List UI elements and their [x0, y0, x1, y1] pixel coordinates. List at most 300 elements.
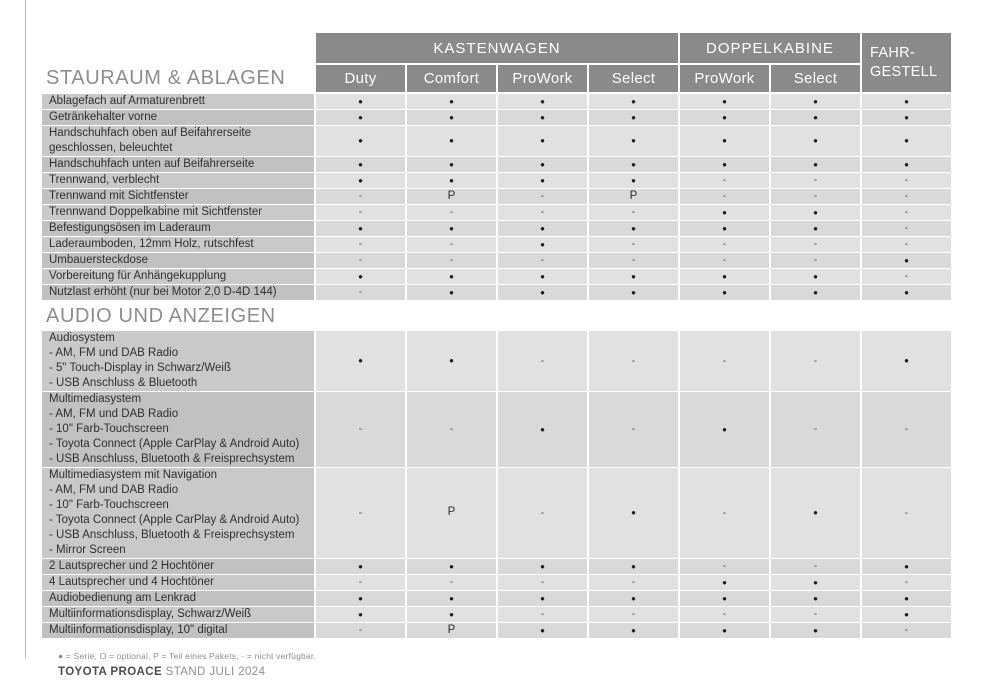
page-left-rule [25, 0, 26, 658]
standard-dot-marker: ● [540, 593, 545, 603]
value-cell [589, 623, 678, 638]
table-row [42, 253, 954, 268]
group-header-kastenwagen: KASTENWAGEN [316, 33, 678, 63]
edition-date: STAND JULI 2024 [165, 666, 266, 678]
value-cell [589, 205, 678, 220]
standard-dot-marker: ● [813, 207, 818, 217]
standard-dot-marker: ● [631, 625, 636, 635]
table-row [42, 331, 954, 391]
value-cell [498, 253, 587, 268]
value-cell [862, 623, 951, 638]
row-label [42, 392, 314, 467]
not-available-dash: - [722, 190, 727, 202]
value-cell [498, 468, 587, 558]
not-available-dash: - [813, 608, 818, 620]
value-cell [316, 237, 405, 252]
not-available-dash: - [358, 423, 363, 435]
not-available-dash: - [722, 174, 727, 186]
not-available-dash: - [631, 608, 636, 620]
row-label [42, 157, 314, 172]
not-available-dash: - [540, 354, 545, 367]
standard-dot-marker: ● [722, 96, 727, 106]
value-cell [589, 253, 678, 268]
not-available-dash: - [722, 354, 727, 367]
value-cell [589, 285, 678, 300]
value-cell [589, 94, 678, 109]
not-available-dash: - [540, 608, 545, 620]
value-cell [316, 126, 405, 156]
standard-dot-marker: ● [631, 136, 636, 145]
value-cell [498, 94, 587, 109]
row-label [42, 591, 314, 606]
not-available-dash: - [449, 423, 454, 435]
not-available-dash: - [358, 624, 363, 636]
value-cell [407, 591, 496, 606]
value-cell [316, 173, 405, 188]
value-cell [316, 221, 405, 236]
value-cell [771, 157, 860, 172]
standard-dot-marker: ● [540, 271, 545, 281]
not-available-dash: - [904, 506, 909, 519]
value-cell [862, 110, 951, 125]
value-cell [498, 221, 587, 236]
value-cell [862, 221, 951, 236]
value-cell [862, 94, 951, 109]
value-cell [407, 285, 496, 300]
standard-dot-marker: ● [540, 96, 545, 106]
standard-dot-marker: ● [722, 159, 727, 169]
value-cell [771, 559, 860, 574]
standard-dot-marker: ● [449, 561, 454, 571]
row-label-line: Nutzlast erhöht (nur bei Motor 2,0 D-4D 144) [49, 286, 277, 298]
value-cell [771, 173, 860, 188]
table-row [42, 559, 954, 574]
package-marker: P [447, 623, 456, 636]
table-row [42, 94, 954, 109]
value-cell [407, 221, 496, 236]
row-label-line: geschlossen, beleuchtet [49, 142, 173, 154]
row-label-line: Handschuhfach oben auf Beifahrerseite [49, 127, 252, 139]
value-cell [407, 607, 496, 622]
row-label-line: Vorbereitung für Anhängekupplung [49, 270, 227, 282]
value-cell [771, 607, 860, 622]
value-cell [498, 285, 587, 300]
standard-dot-marker: ● [904, 561, 909, 571]
value-cell [862, 285, 951, 300]
value-cell [316, 623, 405, 638]
not-available-dash: - [904, 190, 909, 202]
row-label [42, 110, 314, 125]
section-title: AUDIO UND ANZEIGEN [46, 305, 276, 327]
standard-dot-marker: ● [358, 159, 363, 169]
value-cell [680, 559, 769, 574]
value-cell [316, 285, 405, 300]
standard-dot-marker: ● [904, 356, 909, 365]
standard-dot-marker: ● [358, 593, 363, 603]
row-label [42, 575, 314, 590]
not-available-dash: - [904, 624, 909, 636]
table-row [42, 173, 954, 188]
column-header-select: Select [771, 65, 860, 92]
column-header-line: GESTELL [870, 63, 938, 80]
value-cell [498, 331, 587, 391]
column-header-prowork: ProWork [498, 65, 587, 92]
row-label-line: 4 Lautsprecher und 4 Hochtöner [49, 576, 214, 588]
value-cell [589, 173, 678, 188]
value-cell [407, 253, 496, 268]
value-cell [771, 468, 860, 558]
standard-dot-marker: ● [904, 287, 909, 297]
row-label-line: Multiinformationsdisplay, 10" digital [49, 624, 228, 636]
standard-dot-marker: ● [813, 159, 818, 169]
row-label [42, 173, 314, 188]
value-cell [771, 205, 860, 220]
value-cell [862, 269, 951, 284]
package-marker: P [447, 506, 456, 519]
value-cell [407, 559, 496, 574]
value-cell [498, 157, 587, 172]
value-cell [680, 468, 769, 558]
not-available-dash: - [449, 206, 454, 218]
value-cell [498, 110, 587, 125]
value-cell [407, 205, 496, 220]
value-cell [407, 94, 496, 109]
standard-dot-marker: ● [358, 175, 363, 185]
value-cell [771, 331, 860, 391]
not-available-dash: - [813, 560, 818, 572]
value-cell [771, 253, 860, 268]
standard-dot-marker: ● [449, 159, 454, 169]
standard-dot-marker: ● [631, 561, 636, 571]
value-cell [771, 285, 860, 300]
value-cell [862, 189, 951, 204]
value-cell [498, 591, 587, 606]
value-cell [498, 575, 587, 590]
row-label-line: - Toyota Connect (Apple CarPlay & Android Auto) [49, 514, 300, 526]
value-cell [589, 607, 678, 622]
row-label-line: Audiosystem [49, 332, 115, 344]
value-cell [862, 173, 951, 188]
standard-dot-marker: ● [449, 593, 454, 603]
value-cell [771, 392, 860, 467]
standard-dot-marker: ● [631, 508, 636, 517]
standard-dot-marker: ● [904, 609, 909, 619]
row-label [42, 126, 314, 156]
standard-dot-marker: ● [631, 593, 636, 603]
value-cell [680, 269, 769, 284]
value-cell [498, 126, 587, 156]
value-cell [407, 331, 496, 391]
value-cell [589, 392, 678, 467]
value-cell [407, 237, 496, 252]
standard-dot-marker: ● [631, 271, 636, 281]
value-cell [498, 269, 587, 284]
value-cell [589, 110, 678, 125]
value-cell [862, 126, 951, 156]
value-cell [316, 205, 405, 220]
standard-dot-marker: ● [358, 356, 363, 365]
standard-dot-marker: ● [449, 609, 454, 619]
value-cell [862, 253, 951, 268]
standard-dot-marker: ● [813, 508, 818, 517]
not-available-dash: - [631, 254, 636, 266]
value-cell [771, 189, 860, 204]
row-label-line: Ablagefach auf Armaturenbrett [49, 95, 205, 107]
value-cell [771, 237, 860, 252]
not-available-dash: - [813, 190, 818, 202]
value-cell [316, 607, 405, 622]
value-cell [498, 189, 587, 204]
table-row [42, 575, 954, 590]
standard-dot-marker: ● [722, 112, 727, 122]
standard-dot-marker: ● [358, 271, 363, 281]
not-available-dash: - [358, 506, 363, 519]
standard-dot-marker: ● [449, 287, 454, 297]
standard-dot-marker: ● [631, 96, 636, 106]
row-label-line: Trennwand, verblecht [49, 174, 160, 186]
standard-dot-marker: ● [631, 175, 636, 185]
value-cell [498, 237, 587, 252]
value-cell [680, 221, 769, 236]
standard-dot-marker: ● [449, 271, 454, 281]
standard-dot-marker: ● [813, 577, 818, 587]
standard-dot-marker: ● [358, 561, 363, 571]
standard-dot-marker: ● [631, 112, 636, 122]
standard-dot-marker: ● [540, 424, 545, 434]
not-available-dash: - [631, 354, 636, 367]
standard-dot-marker: ● [540, 136, 545, 145]
standard-dot-marker: ● [722, 223, 727, 233]
not-available-dash: - [358, 206, 363, 218]
value-cell [771, 110, 860, 125]
column-header-line: FAHR- [870, 44, 915, 61]
row-label-line: Umbauersteckdose [49, 254, 149, 266]
not-available-dash: - [813, 174, 818, 186]
value-cell [771, 591, 860, 606]
row-label [42, 269, 314, 284]
value-cell [680, 157, 769, 172]
row-label-line: Audiobedienung am Lenkrad [49, 592, 197, 604]
table-row [42, 157, 954, 172]
value-cell [680, 110, 769, 125]
footer-brand-line [58, 666, 316, 678]
not-available-dash: - [813, 423, 818, 435]
row-label-line: 2 Lautsprecher und 2 Hochtöner [49, 560, 214, 572]
value-cell [771, 126, 860, 156]
row-label [42, 623, 314, 638]
row-label [42, 205, 314, 220]
not-available-dash: - [904, 238, 909, 250]
value-cell [316, 269, 405, 284]
row-label-line: Befestigungsösen im Laderaum [49, 222, 211, 234]
not-available-dash: - [722, 560, 727, 572]
standard-dot-marker: ● [904, 136, 909, 145]
table-row [42, 237, 954, 252]
value-cell [589, 189, 678, 204]
table-row [42, 392, 954, 467]
standard-dot-marker: ● [813, 112, 818, 122]
value-cell [407, 269, 496, 284]
not-available-dash: - [722, 254, 727, 266]
value-cell [680, 331, 769, 391]
not-available-dash: - [358, 286, 363, 298]
row-label [42, 607, 314, 622]
package-marker: P [629, 189, 638, 202]
value-cell [589, 559, 678, 574]
standard-dot-marker: ● [904, 593, 909, 603]
not-available-dash: - [904, 222, 909, 234]
standard-dot-marker: ● [722, 271, 727, 281]
standard-dot-marker: ● [904, 112, 909, 122]
not-available-dash: - [358, 576, 363, 588]
row-label [42, 253, 314, 268]
not-available-dash: - [358, 254, 363, 266]
value-cell [498, 205, 587, 220]
value-cell [316, 575, 405, 590]
value-cell [680, 205, 769, 220]
value-cell [407, 468, 496, 558]
value-cell [316, 157, 405, 172]
column-header-prowork: ProWork [680, 65, 769, 92]
not-available-dash: - [449, 576, 454, 588]
standard-dot-marker: ● [904, 159, 909, 169]
not-available-dash: - [540, 254, 545, 266]
table-row [42, 221, 954, 236]
standard-dot-marker: ● [358, 609, 363, 619]
standard-dot-marker: ● [722, 625, 727, 635]
column-header-duty: Duty [316, 65, 405, 92]
row-label [42, 285, 314, 300]
standard-dot-marker: ● [358, 223, 363, 233]
value-cell [862, 575, 951, 590]
value-cell [680, 94, 769, 109]
standard-dot-marker: ● [904, 96, 909, 106]
value-cell [316, 110, 405, 125]
standard-dot-marker: ● [722, 207, 727, 217]
not-available-dash: - [813, 354, 818, 367]
value-cell [862, 559, 951, 574]
value-cell [407, 623, 496, 638]
row-label-line: Getränkehalter vorne [49, 111, 158, 123]
value-cell [862, 468, 951, 558]
not-available-dash: - [722, 238, 727, 250]
row-label-line: - 10" Farb-Touchscreen [49, 499, 169, 511]
value-cell [680, 253, 769, 268]
not-available-dash: - [358, 238, 363, 250]
value-cell [589, 221, 678, 236]
row-label-line: Handschuhfach unten auf Beifahrerseite [49, 158, 255, 170]
value-cell [316, 468, 405, 558]
row-label-line: - 5" Touch-Display in Schwarz/Weiß [49, 362, 231, 374]
not-available-dash: - [540, 206, 545, 218]
row-label-line: - USB Anschluss, Bluetooth & Freisprechsystem [49, 529, 295, 541]
standard-dot-marker: ● [540, 561, 545, 571]
standard-dot-marker: ● [631, 287, 636, 297]
standard-dot-marker: ● [540, 223, 545, 233]
not-available-dash: - [904, 576, 909, 588]
value-cell [407, 392, 496, 467]
row-label-line: - USB Anschluss & Bluetooth [49, 377, 198, 389]
section-rows [42, 331, 954, 638]
value-cell [862, 392, 951, 467]
value-cell [316, 253, 405, 268]
value-cell [589, 157, 678, 172]
not-available-dash: - [631, 423, 636, 435]
row-label-line: Laderaumboden, 12mm Holz, rutschfest [49, 238, 254, 250]
value-cell [771, 575, 860, 590]
row-label [42, 94, 314, 109]
table-row [42, 591, 954, 606]
value-cell [407, 126, 496, 156]
standard-dot-marker: ● [540, 159, 545, 169]
standard-dot-marker: ● [813, 96, 818, 106]
table-row [42, 623, 954, 638]
standard-dot-marker: ● [722, 424, 727, 434]
not-available-dash: - [904, 174, 909, 186]
table-row [42, 110, 954, 125]
row-label-line: - AM, FM und DAB Radio [49, 408, 179, 420]
value-cell [680, 285, 769, 300]
value-cell [771, 94, 860, 109]
table-row [42, 285, 954, 300]
value-cell [680, 126, 769, 156]
standard-dot-marker: ● [813, 223, 818, 233]
not-available-dash: - [904, 270, 909, 282]
standard-dot-marker: ● [722, 287, 727, 297]
row-label [42, 189, 314, 204]
column-header-select: Select [589, 65, 678, 92]
row-label [42, 468, 314, 558]
row-label-line: Trennwand mit Sichtfenster [49, 190, 189, 202]
value-cell [589, 575, 678, 590]
section-title: STAURAUM & ABLAGEN [46, 67, 286, 89]
value-cell [407, 157, 496, 172]
value-cell [589, 126, 678, 156]
standard-dot-marker: ● [540, 239, 545, 249]
row-label-line: - Mirror Screen [49, 544, 126, 556]
standard-dot-marker: ● [722, 577, 727, 587]
model-name: TOYOTA PROACE [58, 666, 163, 678]
standard-dot-marker: ● [813, 136, 818, 145]
table-row [42, 205, 954, 220]
not-available-dash: - [813, 238, 818, 250]
not-available-dash: - [540, 576, 545, 588]
not-available-dash: - [540, 506, 545, 519]
value-cell [589, 468, 678, 558]
row-label [42, 559, 314, 574]
standard-dot-marker: ● [449, 96, 454, 106]
standard-dot-marker: ● [449, 175, 454, 185]
value-cell [862, 607, 951, 622]
standard-dot-marker: ● [540, 112, 545, 122]
value-cell [862, 237, 951, 252]
value-cell [316, 591, 405, 606]
value-cell [407, 189, 496, 204]
column-header-fahrgestell [862, 33, 951, 92]
value-cell [407, 575, 496, 590]
value-cell [680, 189, 769, 204]
value-cell [680, 237, 769, 252]
row-label [42, 221, 314, 236]
value-cell [498, 173, 587, 188]
not-available-dash: - [449, 254, 454, 266]
value-cell [498, 559, 587, 574]
value-cell [316, 392, 405, 467]
row-label-line: - Toyota Connect (Apple CarPlay & Android Auto) [49, 438, 300, 450]
value-cell [771, 623, 860, 638]
standard-dot-marker: ● [631, 223, 636, 233]
not-available-dash: - [631, 238, 636, 250]
